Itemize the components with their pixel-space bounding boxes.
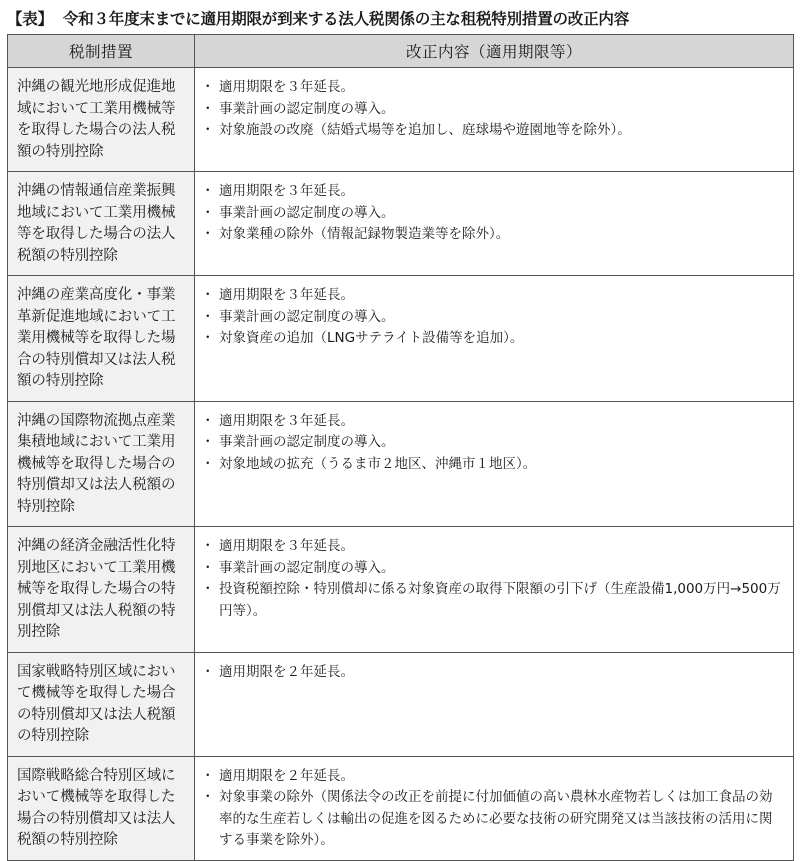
reform-item: ・ 事業計画の認定制度の導入。 [203, 558, 783, 580]
reform-item: ・ 事業計画の認定制度の導入。 [203, 203, 783, 225]
tax-measure-cell: 沖縄の経済金融活性化特別地区において工業用機械等を取得した場合の特別償却又は法人税額の特別控除 [8, 527, 195, 653]
reform-item: ・ 適用期限を３年延長。 [203, 285, 783, 307]
reform-item: ・ 対象業種の除外（情報記録物製造業等を除外）。 [203, 224, 783, 246]
reform-item: ・ 適用期限を２年延長。 [203, 662, 783, 684]
table-body [8, 68, 794, 861]
reform-item: ・ 適用期限を３年延長。 [203, 411, 783, 433]
tax-measure-cell: 国家戦略特別区域において機械等を取得した場合の特別償却又は法人税額の特別控除 [8, 652, 195, 756]
reform-item-list [203, 411, 783, 476]
header-row [8, 35, 794, 68]
reform-item: ・ 対象施設の改廃（結婚式場等を追加し、庭球場や遊園地等を除外）。 [203, 120, 783, 142]
reform-item-list [203, 285, 783, 350]
table-title-text: 令和３年度末までに適用期限が到来する法人税関係の主な租税特別措置の改正内容 [62, 10, 630, 28]
tax-measure-cell: 沖縄の産業高度化・事業革新促進地域において工業用機械等を取得した場合の特別償却又は法人税額の特別控除 [8, 276, 195, 402]
tax-measure-cell: 国際戦略総合特別区域において機械等を取得した場合の特別償却又は法人税額の特別控除 [8, 756, 195, 860]
reform-content-cell [195, 652, 794, 756]
table-row [8, 756, 794, 860]
table-row [8, 68, 794, 172]
table-row [8, 652, 794, 756]
header-measure: 税制措置 [8, 35, 195, 68]
reform-item: ・ 投資税額控除・特別償却に係る対象資産の取得下限額の引下げ（生産設備1,000万円→500万円等）。 [203, 579, 783, 622]
table-row [8, 527, 794, 653]
reform-item: ・ 対象事業の除外（関係法令の改正を前提に付加価値の高い農林水産物若しくは加工食品の効率的な生産若しくは輸出の促進を図るために必要な技術の研究開発又は当該技術の活用に関する事業を除外）。 [203, 787, 783, 852]
reform-item-list [203, 662, 783, 684]
table-row [8, 276, 794, 402]
tax-measure-cell: 沖縄の観光地形成促進地域において工業用機械等を取得した場合の法人税額の特別控除 [8, 68, 195, 172]
reform-table [7, 34, 794, 861]
reform-item: ・ 対象地域の拡充（うるま市２地区、沖縄市１地区）。 [203, 454, 783, 476]
reform-item: ・ 適用期限を３年延長。 [203, 77, 783, 99]
table-row [8, 172, 794, 276]
reform-item: ・ 事業計画の認定制度の導入。 [203, 99, 783, 121]
reform-item: ・ 適用期限を３年延長。 [203, 181, 783, 203]
reform-item: ・ 対象資産の追加（LNGサテライト設備等を追加）。 [203, 328, 783, 350]
reform-item: ・ 事業計画の認定制度の導入。 [203, 307, 783, 329]
table-title [7, 8, 793, 34]
reform-content-cell [195, 276, 794, 402]
header-content: 改正内容（適用期限等） [195, 35, 794, 68]
reform-content-cell [195, 172, 794, 276]
tax-measure-cell: 沖縄の国際物流拠点産業集積地域において工業用機械等を取得した場合の特別償却又は法人税額の特別控除 [8, 401, 195, 527]
reform-content-cell [195, 68, 794, 172]
reform-item: ・ 事業計画の認定制度の導入。 [203, 432, 783, 454]
reform-item-list [203, 766, 783, 852]
table-tag: 【表】 [7, 10, 53, 28]
table-row [8, 401, 794, 527]
reform-item-list [203, 77, 783, 142]
reform-content-cell [195, 401, 794, 527]
reform-content-cell [195, 756, 794, 860]
reform-item: ・ 適用期限を３年延長。 [203, 536, 783, 558]
reform-item-list [203, 536, 783, 622]
reform-item-list [203, 181, 783, 246]
tax-measure-cell: 沖縄の情報通信産業振興地域において工業用機械等を取得した場合の法人税額の特別控除 [8, 172, 195, 276]
reform-item: ・ 適用期限を２年延長。 [203, 766, 783, 788]
reform-content-cell [195, 527, 794, 653]
